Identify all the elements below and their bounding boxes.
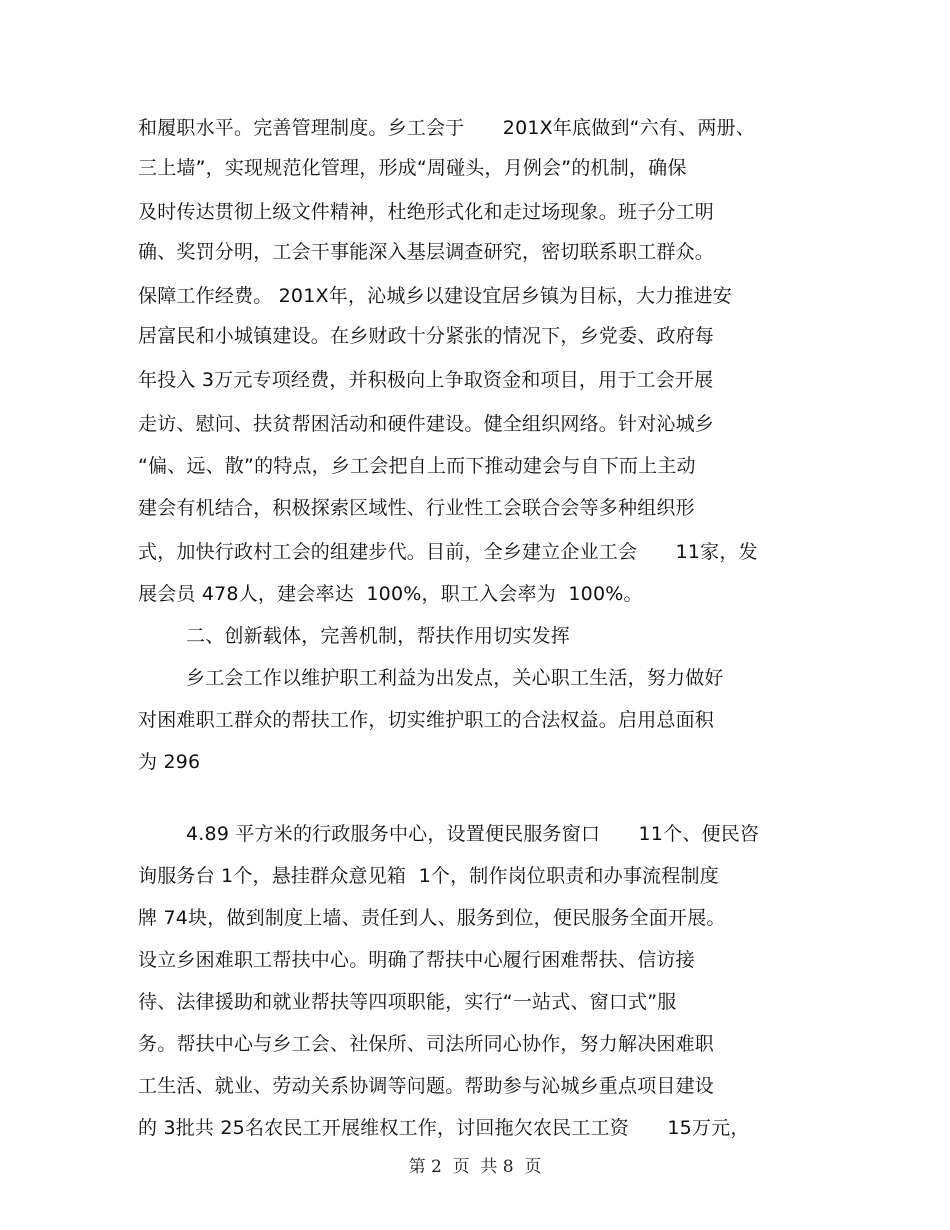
body-text-line: 居富民和小城镇建设。在乡财政十分紧张的情况下，乡党委、政府每 [138,325,715,347]
body-text-line: 牌 74块，做到制度上墙、责任到人、服务到位，便民服务全面开展。 [138,907,726,929]
body-text-line: 待、法律援助和就业帮扶等四项职能，实行“一站式、窗口式”服 [138,991,677,1013]
body-text-line: 为 296 [138,751,201,773]
body-text-line: 询服务台 1个，悬挂群众意见箱 1个，制作岗位职责和办事流程制度 [138,865,719,887]
body-text-line: 确、奖罚分明，工会干事能深入基层调查研究，密切联系职工群众。 [138,241,715,263]
body-text-line: “偏、远、散”的特点，乡工会把自上而下推动建会与自下而上主动 [138,455,696,477]
body-text-line: 年投入 3万元专项经费，并积极向上争取资金和项目，用于工会开展 [138,369,714,391]
body-text-line: 展会员 478人，建会率达 100%，职工入会率为 100%。 [138,583,643,605]
body-text-line: 设立乡困难职工帮扶中心。明确了帮扶中心履行困难帮扶、信访接 [138,949,695,971]
section-heading: 二、创新载体，完善机制，帮扶作用切实发挥 [186,625,571,647]
body-text-line: 走访、慰问、扶贫帮困活动和硬件建设。健全组织网络。针对沁城乡 [138,413,715,435]
body-text-line: 务。帮扶中心与乡工会、社保所、司法所同心协作，努力解决困难职 [138,1033,715,1055]
body-text-line: 的 3批共 25名农民工开展维权工作，讨回拖欠农民工工资 15万元， [138,1117,750,1139]
body-text-line: 三上墙”，实现规范化管理，形成“周碰头，月例会”的机制，确保 [138,157,687,179]
body-text-line: 建会有机结合，积极探索区域性、行业性工会联合会等多种组织形 [138,497,695,519]
body-text-line: 保障工作经费。 201X年，沁城乡以建设宜居乡镇为目标，大力推进安 [138,285,732,307]
body-text-line: 式，加快行政村工会的组建步代。目前，全乡建立企业工会 11家，发 [138,541,758,563]
body-text-line: 及时传达贯彻上级文件精神，杜绝形式化和走过场现象。班子分工明 [138,201,715,223]
body-text-line: 4.89 平方米的行政服务中心，设置便民服务窗口 11个、便民咨 [186,823,760,845]
body-text-line: 对困难职工群众的帮扶工作，切实维护职工的合法权益。启用总面积 [138,709,715,731]
body-text-line: 工生活、就业、劳动关系协调等问题。帮助参与沁城乡重点项目建设 [138,1075,715,1097]
page-number-footer: 第 2 页 共 8 页 [408,1157,542,1177]
body-text-line: 和履职水平。完善管理制度。乡工会于 201X年底做到“六有、两册、 [138,117,755,139]
body-text-line: 乡工会工作以维护职工利益为出发点，关心职工生活，努力做好 [186,667,724,689]
